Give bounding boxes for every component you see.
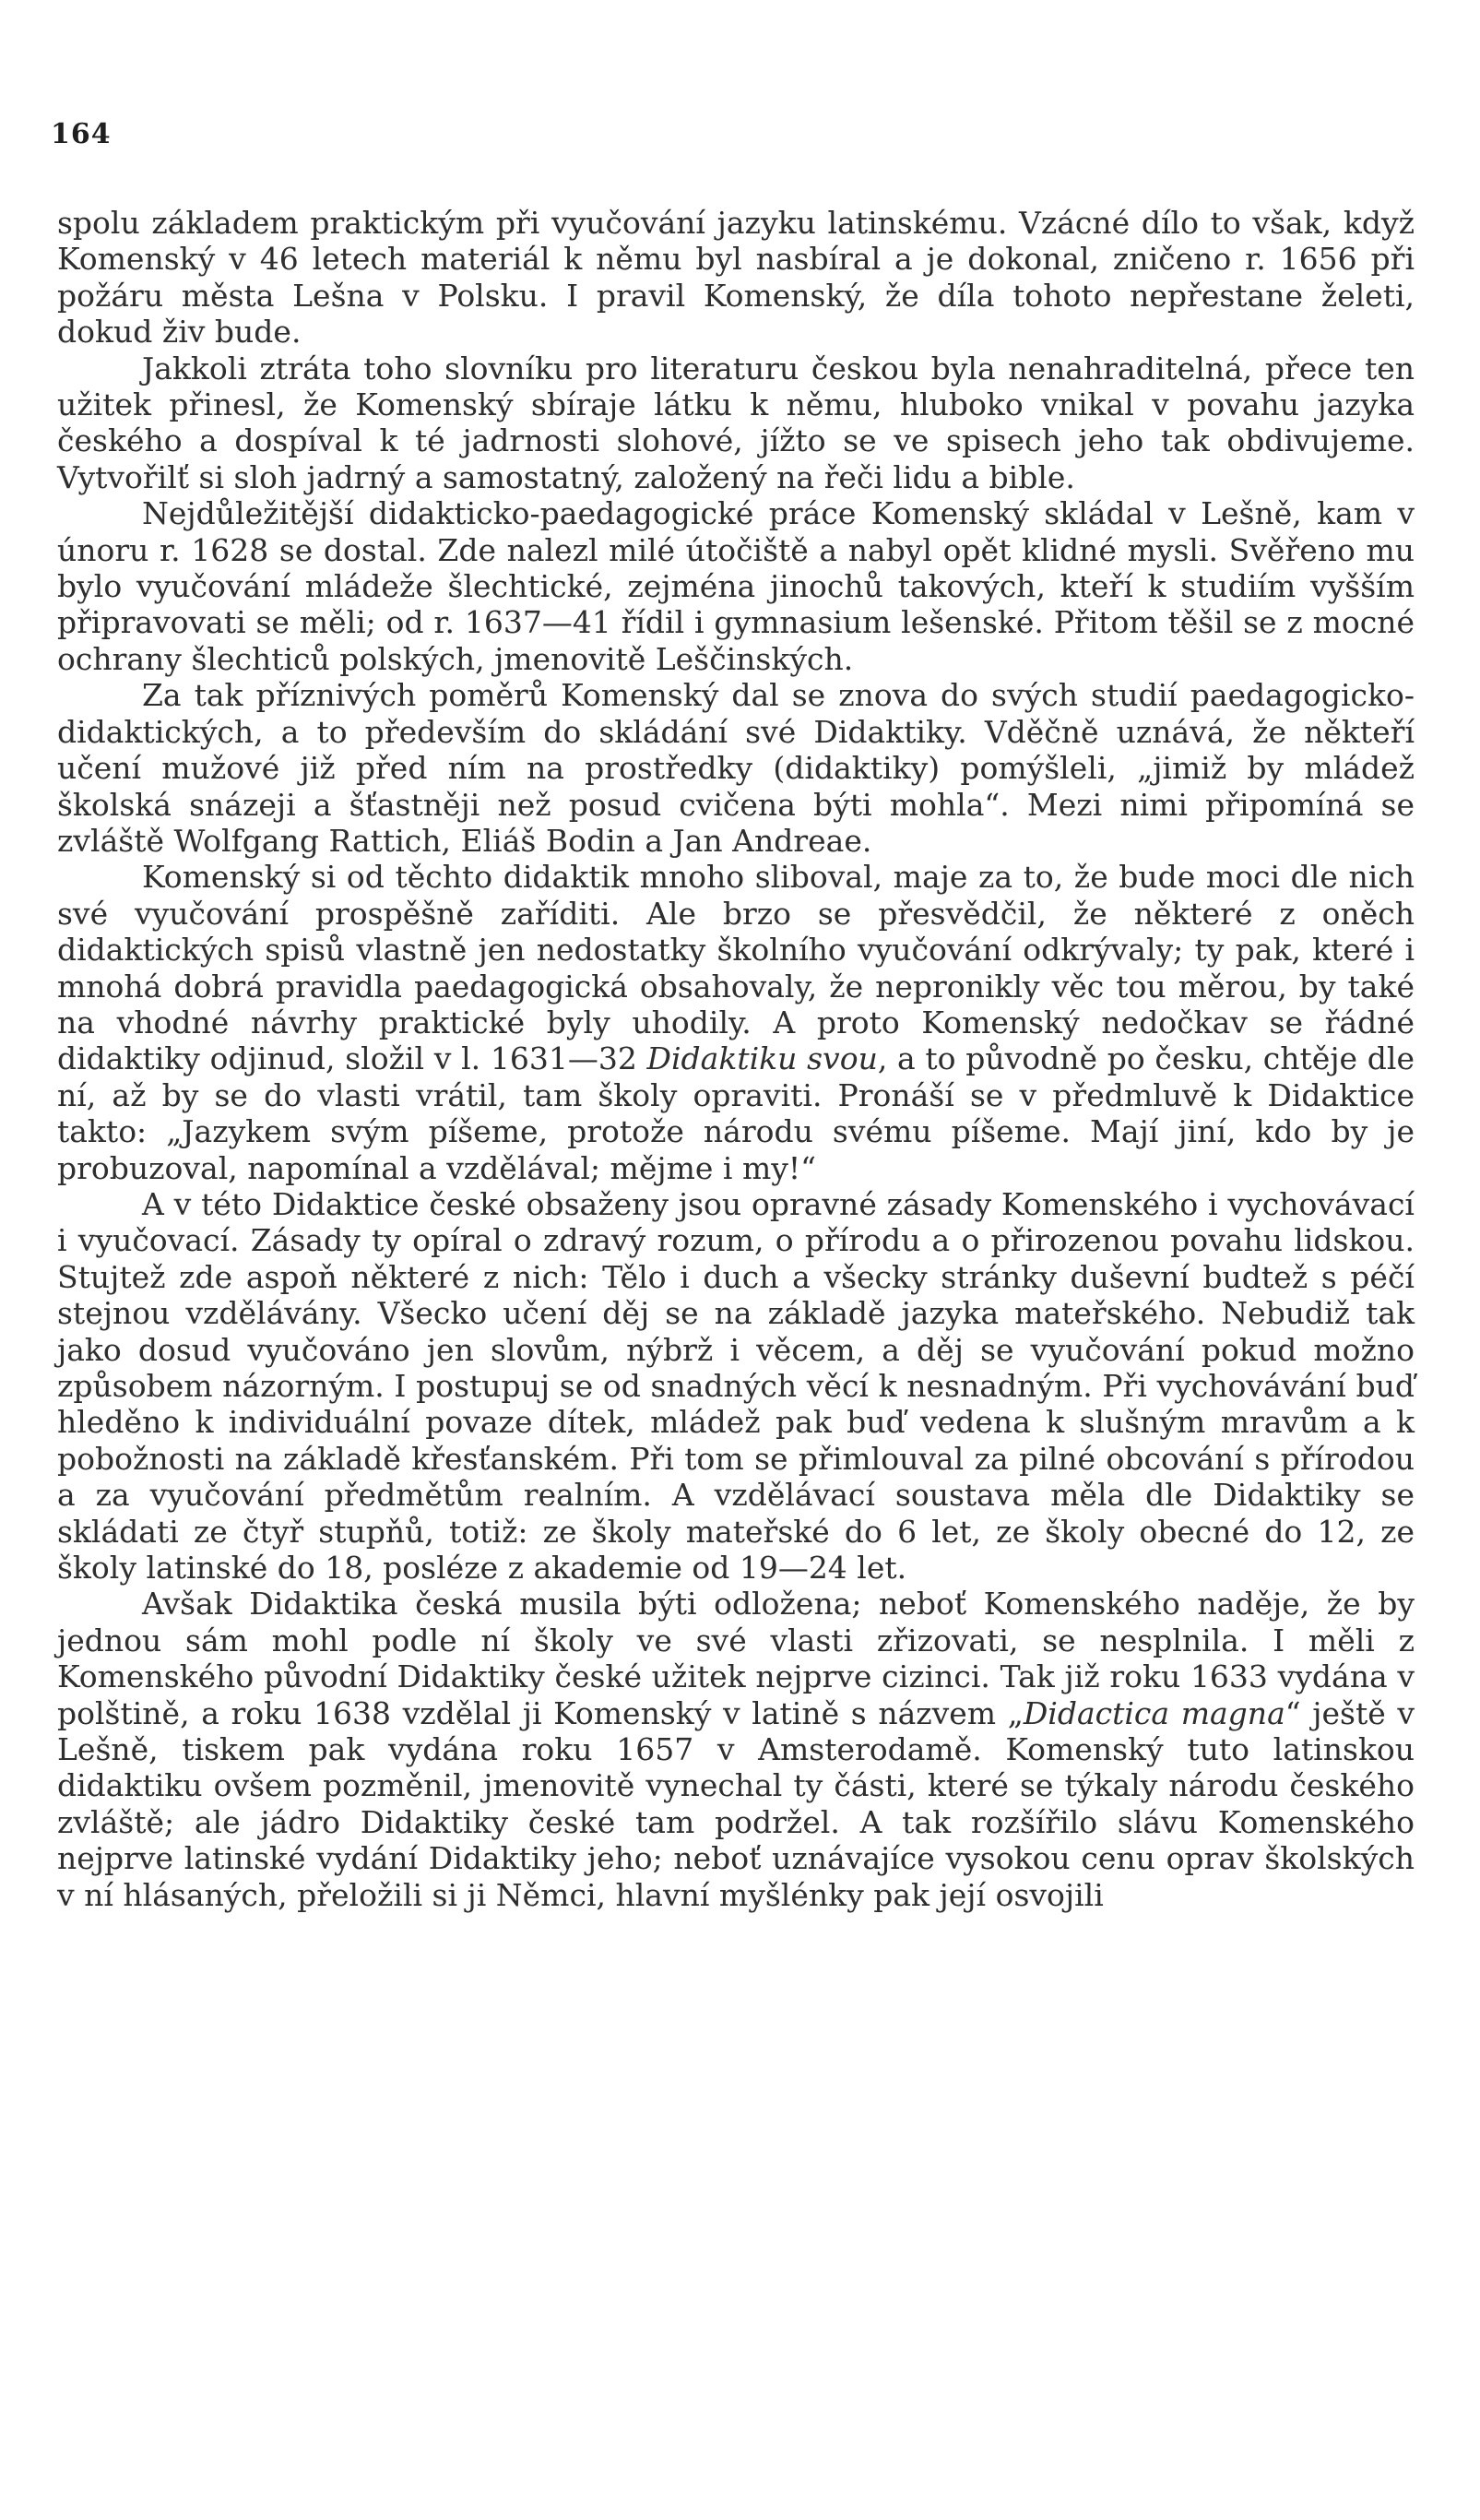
paragraph-1 [57,205,1415,351]
paragraph-4 [57,677,1415,859]
paragraph-5-italic: Didaktiku svou [646,1040,878,1077]
paragraph-7 [57,1586,1415,1913]
paragraph-1-text: spolu základem praktickým při vyučování jazyku latinskému. Vzácné dílo to však, když Komenský v 46 letech materiál k němu byl nasbíral a je dokonal, zničeno r. 1656 při požáru města Lešna v Polsku. I pravil Komenský, že díla tohoto nepřestane želeti, dokud živ bude. [57,205,1415,351]
paragraph-5-text-after: , a to původně po česku, chtěje dle ní, až by se do vlasti vrátil, tam školy opraviti. Pronáší se v předmluvě k Didaktice takto: „Jazykem svým píšeme, protože národu svému píšeme. Mají jiní, kdo by je probuzoval, napomínal a vzdělával; mějme i my!“ [57,1040,1415,1186]
paragraph-5 [57,859,1415,1186]
paragraph-2 [57,351,1415,496]
paragraph-2-text: Jakkoli ztráta toho slovníku pro literaturu českou byla nenahraditelná, přece ten užitek přinesl, že Komenský sbíraje látku k němu, hluboko vnikal v povahu jazyka českého a dospíval k té jadrnosti slohové, jížto se ve spisech jeho tak obdivujeme. Vytvořilť si sloh jadrný a samostatný, založený na řeči lidu a bible. [57,350,1415,495]
paragraph-6-text: A v této Didaktice české obsaženy jsou opravné zásady Komenského i vychovávací i vyučovací. Zásady ty opíral o zdravý rozum, o přírodu a o přirozenou povahu lidskou. Stujtež zde aspoň některé z nich: Tělo i duch a všecky stránky duševní budtež s péčí stejnou vzdělávány. Všecko učení děj se na základě jazyka mateřského. Nebudiž tak jako dosud vyučováno jen slovům, nýbrž i věcem, a děj se vyučování pokud možno způsobem názorným. I postupuj se od snadných věcí k nesnadným. Při vychovávání buď hleděno k individuální povaze dítek, mládež pak buď vedena k slušným mravům a k pobožnosti na základě křesťanském. Při tom se přimlouval za pilné obcování s přírodou a za vyučování předmětům realním. A vzdělávací soustava měla dle Didaktiky se skládati ze čtyř stupňů, totiž: ze školy mateřské do 6 let, ze školy obecné do 12, ze školy latinské do 18, posléze z akademie od 19—24 let. [57,1185,1415,1587]
paragraph-3-text: Nejdůležitější didakticko-paedagogické práce Komenský skládal v Lešně, kam v únoru r. 1628 se dostal. Zde nalezl milé útočiště a nabyl opět klidné mysli. Svěřeno mu bylo vyučování mládeže šlechtické, zejména jinochů takových, kteří k studiím vyšším připravovati se měli; od r. 1637—41 řídil i gymnasium lešenské. Přitom těšil se z mocné ochrany šlechticů polských, jmenovitě Leščinských. [57,495,1415,677]
paragraph-5-text: Komenský si od těchto didaktik mnoho sliboval, maje za to, že bude moci dle nich své vyučování prospěšně zaříditi. Ale brzo se přesvědčil, že některé z oněch didaktických spisů vlastně jen nedostatky školního vyučování odkrývaly; ty pak, které i mnohá dobrá pravidla paedagogická obsahovaly, že nepronikly věc tou měrou, by také na vhodné návrhy praktické byly uhodily. A proto Komenský nedočkav se řádné didaktiky odjinud, složil v l. 1631—32 [57,859,1415,1077]
paragraph-7-text-after: “ ještě v Lešně, tiskem pak vydána roku 1657 v Amsterodamě. Komenský tuto latinskou didaktiku ovšem pozměnil, jmenovitě vynechal ty části, které se týkaly národu českého zvláště; ale jádro Didaktiky české tam podržel. A tak rozšířilo slávu Komenského nejprve latinské vydání Didaktiky jeho; neboť uznávajíce vysokou cenu oprav školských v ní hlásaných, přeložili si ji Němci, hlavní myšlénky pak její osvojili [57,1694,1415,1913]
paragraph-7-text: Avšak Didaktika česká musila býti odložena; neboť Komenského naděje, že by jednou sám mohl podle ní školy ve své vlasti zřizovati, se nesplnila. I měli z Komenského původní Didaktiky české užitek nejprve cizinci. Tak již roku 1633 vydána v polštině, a roku 1638 vzdělal ji Komenský v latině s názvem „ [57,1586,1415,1731]
body-text [57,205,1415,1913]
paragraph-7-italic: Didactica magna [1023,1694,1285,1731]
page-number: 164 [51,118,112,150]
paragraph-6 [57,1186,1415,1586]
paragraph-4-text: Za tak příznivých poměrů Komenský dal se znova do svých studií paedagogicko-didaktických, a to především do skládání své Didaktiky. Vděčně uznává, že někteří učení mužové již před ním na prostředky (didaktiky) pomýšleli, „jimiž by mládež školská snázeji a šťastněji než posud cvičena býti mohla“. Mezi nimi připomíná se zvláště Wolfgang Rattich, Eliáš Bodin a Jan Andreae. [57,677,1415,859]
paragraph-3 [57,495,1415,677]
